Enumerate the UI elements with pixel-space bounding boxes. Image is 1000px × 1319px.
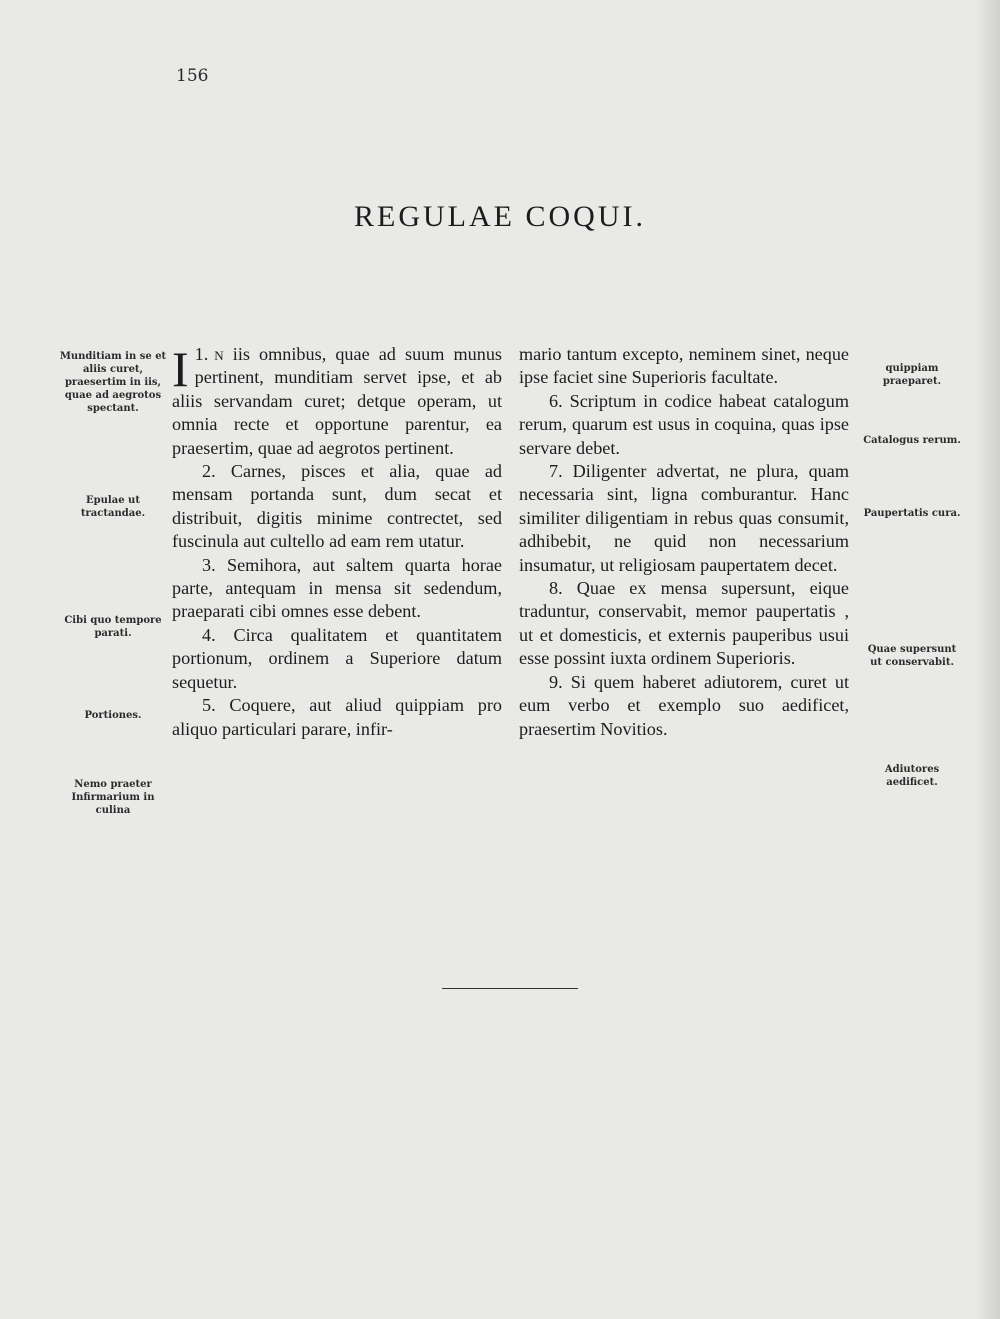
margin-note-cibi: Cibi quo tempore parati.	[64, 615, 162, 639]
page-edge-shadow	[976, 0, 1000, 1319]
margin-note-quae-supersunt: Quae supersunt ut conservabit.	[867, 644, 957, 668]
paragraph-4: 4. Circa qualitatem et quantitatem portionum, ordinem a Superiore datum sequetur.	[172, 624, 502, 692]
paragraph-1	[172, 343, 502, 460]
margin-note-portiones: Portiones.	[84, 710, 142, 721]
paragraph-5-continued: mario tantum excepto, neminem sinet, neque ipse faciet sine Superioris facultate.	[519, 344, 849, 388]
margin-note-quippiam: quippiam praeparet.	[882, 363, 942, 387]
margin-note-paupertatis: Paupertatis cura.	[863, 508, 961, 519]
first-word-rest: n	[214, 344, 224, 364]
paragraph-6: 6. Scriptum in codice habeat catalogum rerum, quarum est usus in coquina, quas ipse servare debet.	[519, 390, 849, 458]
page-number: 156	[176, 66, 209, 86]
paragraph-9: 9. Si quem haberet adiutorem, curet ut eum verbo et exemplo suo aedificet, praesertim Novitios.	[519, 671, 849, 739]
margin-note-munditiam: Munditiam in se et aliis curet, praesertim in iis, quae ad aegrotos spectant.	[59, 351, 167, 414]
page-title: REGULAE COQUI.	[354, 200, 646, 233]
margin-note-epulae: Epulae ut tractandae.	[80, 495, 146, 519]
paragraph-2: 2. Carnes, pisces et alia, quae ad mensam portanda sunt, dum secat et distribuit, digitis minime contrectet, sed fuscinula aut cultello ad eam rem utatur.	[172, 461, 502, 552]
margin-note-nemo-praeter: Nemo praeter Infirmarium in culina	[71, 779, 155, 816]
margin-note-adiutores: Adiutores aedificet.	[884, 764, 940, 788]
paragraph-1-text: iis omnibus, quae ad suum munus pertinent, munditiam servet ipse, et ab aliis servandam curet; detque operam, ut omnia recte et opportune parentur, ea praesertim, quae ad aegrotos pertinent.	[172, 344, 502, 458]
paragraph-5: 5. Coquere, aut aliud quippiam pro aliquo particulari parare, infir-	[172, 695, 502, 739]
paragraph-8: 8. Quae ex mensa supersunt, eique traduntur, conservabit, memor paupertatis , ut et domesticis, et externis pauperibus usui esse possint iuxta ordinem Superioris.	[519, 578, 849, 669]
paragraph-1-number: 1.	[194, 344, 209, 364]
margin-note-catalogus: Catalogus rerum.	[863, 435, 961, 446]
right-column	[519, 343, 849, 741]
paragraph-7: 7. Diligenter advertat, ne plura, quam necessaria sint, ligna comburantur. Hanc similiter diligentiam in rebus quas consumit, adhibebit, ne quid non necessarium insumatur, ut religiosam paupertatem decet.	[519, 461, 849, 575]
drop-cap: I	[172, 341, 189, 397]
left-column	[172, 343, 502, 741]
paragraph-3: 3. Semihora, aut saltem quarta horae parte, antequam in mensa sit sedendum, praeparati cibi omnes esse debent.	[172, 554, 502, 622]
section-divider	[442, 988, 578, 989]
